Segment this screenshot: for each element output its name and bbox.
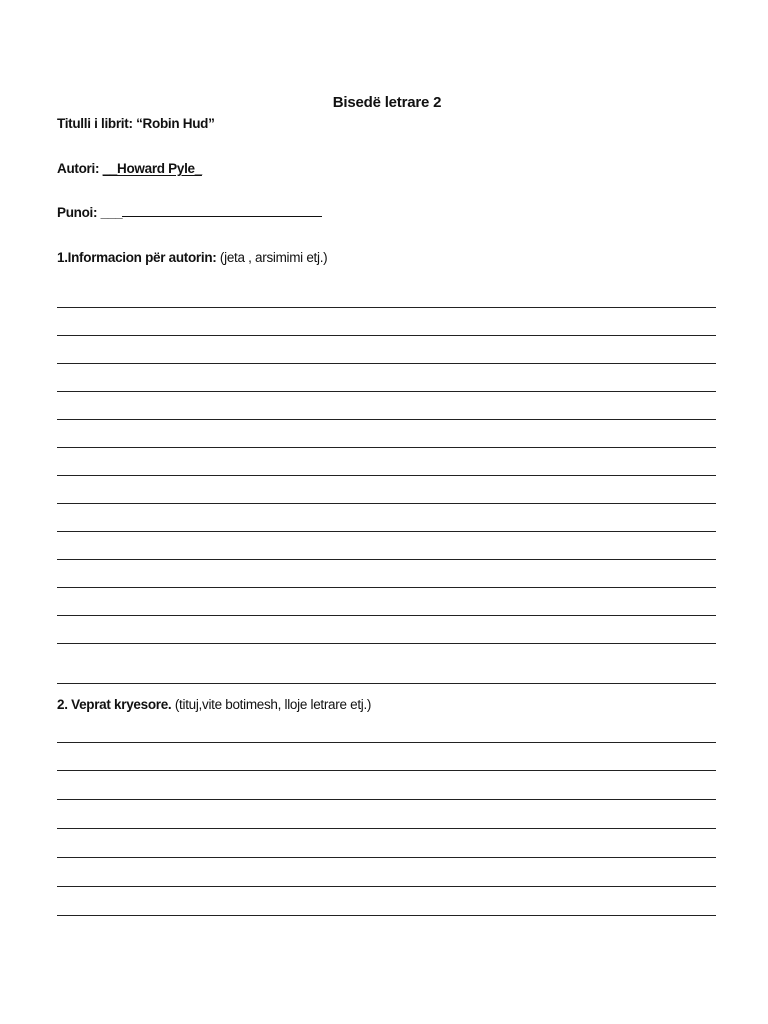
made-by-label: Punoi: [57, 205, 98, 220]
section1-heading: 1.Informacion për autorin: [57, 250, 217, 265]
book-title-field [57, 116, 215, 131]
answer-line[interactable] [57, 643, 716, 644]
section-author-info-heading [57, 250, 327, 265]
answer-line[interactable] [57, 335, 716, 336]
answer-line[interactable] [57, 559, 716, 560]
answer-line[interactable] [57, 363, 716, 364]
section1-hint: (jeta , arsimimi etj.) [219, 250, 328, 265]
answer-line[interactable] [57, 419, 716, 420]
answer-line[interactable] [57, 475, 716, 476]
answer-line[interactable] [57, 915, 716, 916]
made-by-value: ___ [100, 205, 123, 220]
book-title-label: Titulli i librit: [57, 116, 133, 131]
answer-line[interactable] [57, 447, 716, 448]
answer-line[interactable] [57, 857, 716, 858]
answer-line[interactable] [57, 828, 716, 829]
answer-line[interactable] [57, 587, 716, 588]
section2-heading: 2. Veprat kryesore. [57, 697, 172, 712]
answer-line[interactable] [57, 503, 716, 504]
made-by-blank-line[interactable] [122, 216, 322, 217]
answer-line[interactable] [57, 307, 716, 308]
author-label: Autori: [57, 161, 100, 176]
answer-line[interactable] [57, 799, 716, 800]
answer-line[interactable] [57, 770, 716, 771]
answer-line[interactable] [57, 531, 716, 532]
book-title-value: “Robin Hud” [136, 116, 215, 131]
author-value: __Howard Pyle_ [102, 161, 202, 176]
answer-line[interactable] [57, 391, 716, 392]
answer-line[interactable] [57, 615, 716, 616]
section-main-works-heading [57, 697, 371, 712]
made-by-field [57, 205, 322, 220]
answer-line[interactable] [57, 683, 716, 684]
section2-hint: (tituj,vite botimesh, lloje letrare etj.) [174, 697, 372, 712]
answer-line[interactable] [57, 742, 716, 743]
page-title: Bisedë letrare 2 [332, 94, 442, 111]
answer-line[interactable] [57, 886, 716, 887]
author-field [57, 161, 202, 176]
